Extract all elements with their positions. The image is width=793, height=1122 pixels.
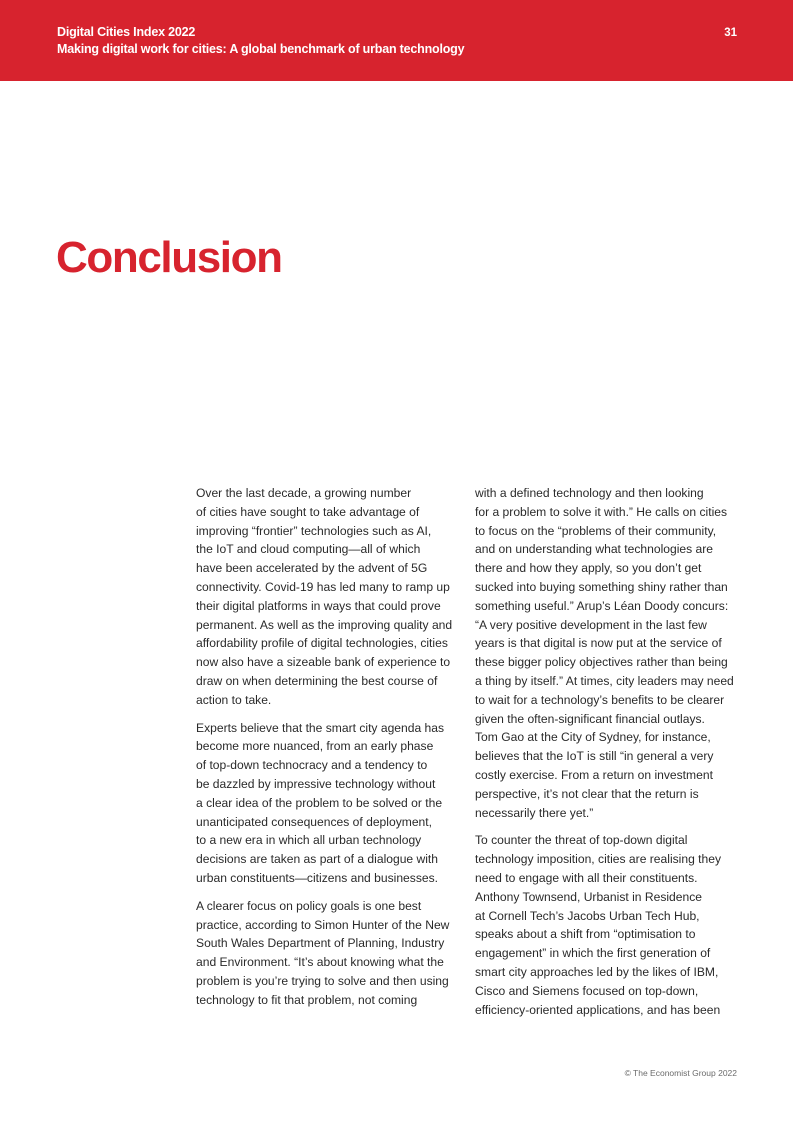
page-header-banner	[0, 0, 793, 81]
paragraph: with a defined technology and then looking for a problem to solve it with.” He calls on cities to focus on the “problems of their community, and on understanding what technologies are there and how they apply, so you don’t get sucked into buying something shiny rather than something useful.” Arup’s Léan Doody concurs: “A very positive development in the last few years is that digital is now put at the service of these bigger policy objectives rather than being a thing by itself.” At times, city leaders may need to wait for a technology’s benefits to be clearer given the often-significant financial outlays. Tom Gao at the City of Sydney, for instance, believes that the IoT is still “in general a very costly exercise. From a return on investment perspective, it’s not clear that the return is necessarily there yet.”	[475, 486, 734, 820]
paragraph: Over the last decade, a growing number of cities have sought to take advantage of improving “frontier” technologies such as AI, the IoT and cloud computing—all of which have been accelerated by the advent of 5G connectivity. Covid-19 has led many to ramp up their digital platforms in ways that could prove permanent. As well as the improving quality and affordability profile of digital technologies, cities now also have a sizeable bank of experience to draw on when determining the best course of action to take.	[196, 486, 453, 707]
page-number: 31	[724, 27, 737, 39]
section-heading: Conclusion	[56, 233, 282, 282]
paragraph: To counter the threat of top-down digital technology imposition, cities are realising they need to engage with all their constituents. Anthony Townsend, Urbanist in Residence at Cornell Tech’s Jacobs Urban Tech Hub, speaks about a shift from “optimisation to engagement” in which the first generation of smart city approaches led by the likes of IBM, Cisco and Siemens focused on top-down, efficiency-oriented applications, and has been	[475, 833, 722, 1017]
body-column-right	[475, 484, 737, 1028]
copyright-footer: © The Economist Group 2022	[624, 1068, 737, 1078]
paragraph: Experts believe that the smart city agenda has become more nuanced, from an early phase of top-down technocracy and a tendency to be dazzled by impressive technology without a clear idea of the problem to be solved or the unanticipated consequences of deployment, to a new era in which all urban technology decisions are taken as part of a dialogue with urban constituents—citizens and businesses.	[196, 720, 445, 885]
report-subtitle: Making digital work for cities: A global benchmark of urban technology	[57, 42, 465, 56]
paragraph: A clearer focus on policy goals is one best practice, according to Simon Hunter of the New South Wales Department of Planning, Industry and Environment. “It’s about knowing what the problem is you’re trying to solve and then using technology to fit that problem, not coming	[196, 898, 450, 1007]
report-title: Digital Cities Index 2022	[57, 25, 196, 39]
body-column-left	[196, 484, 458, 1019]
